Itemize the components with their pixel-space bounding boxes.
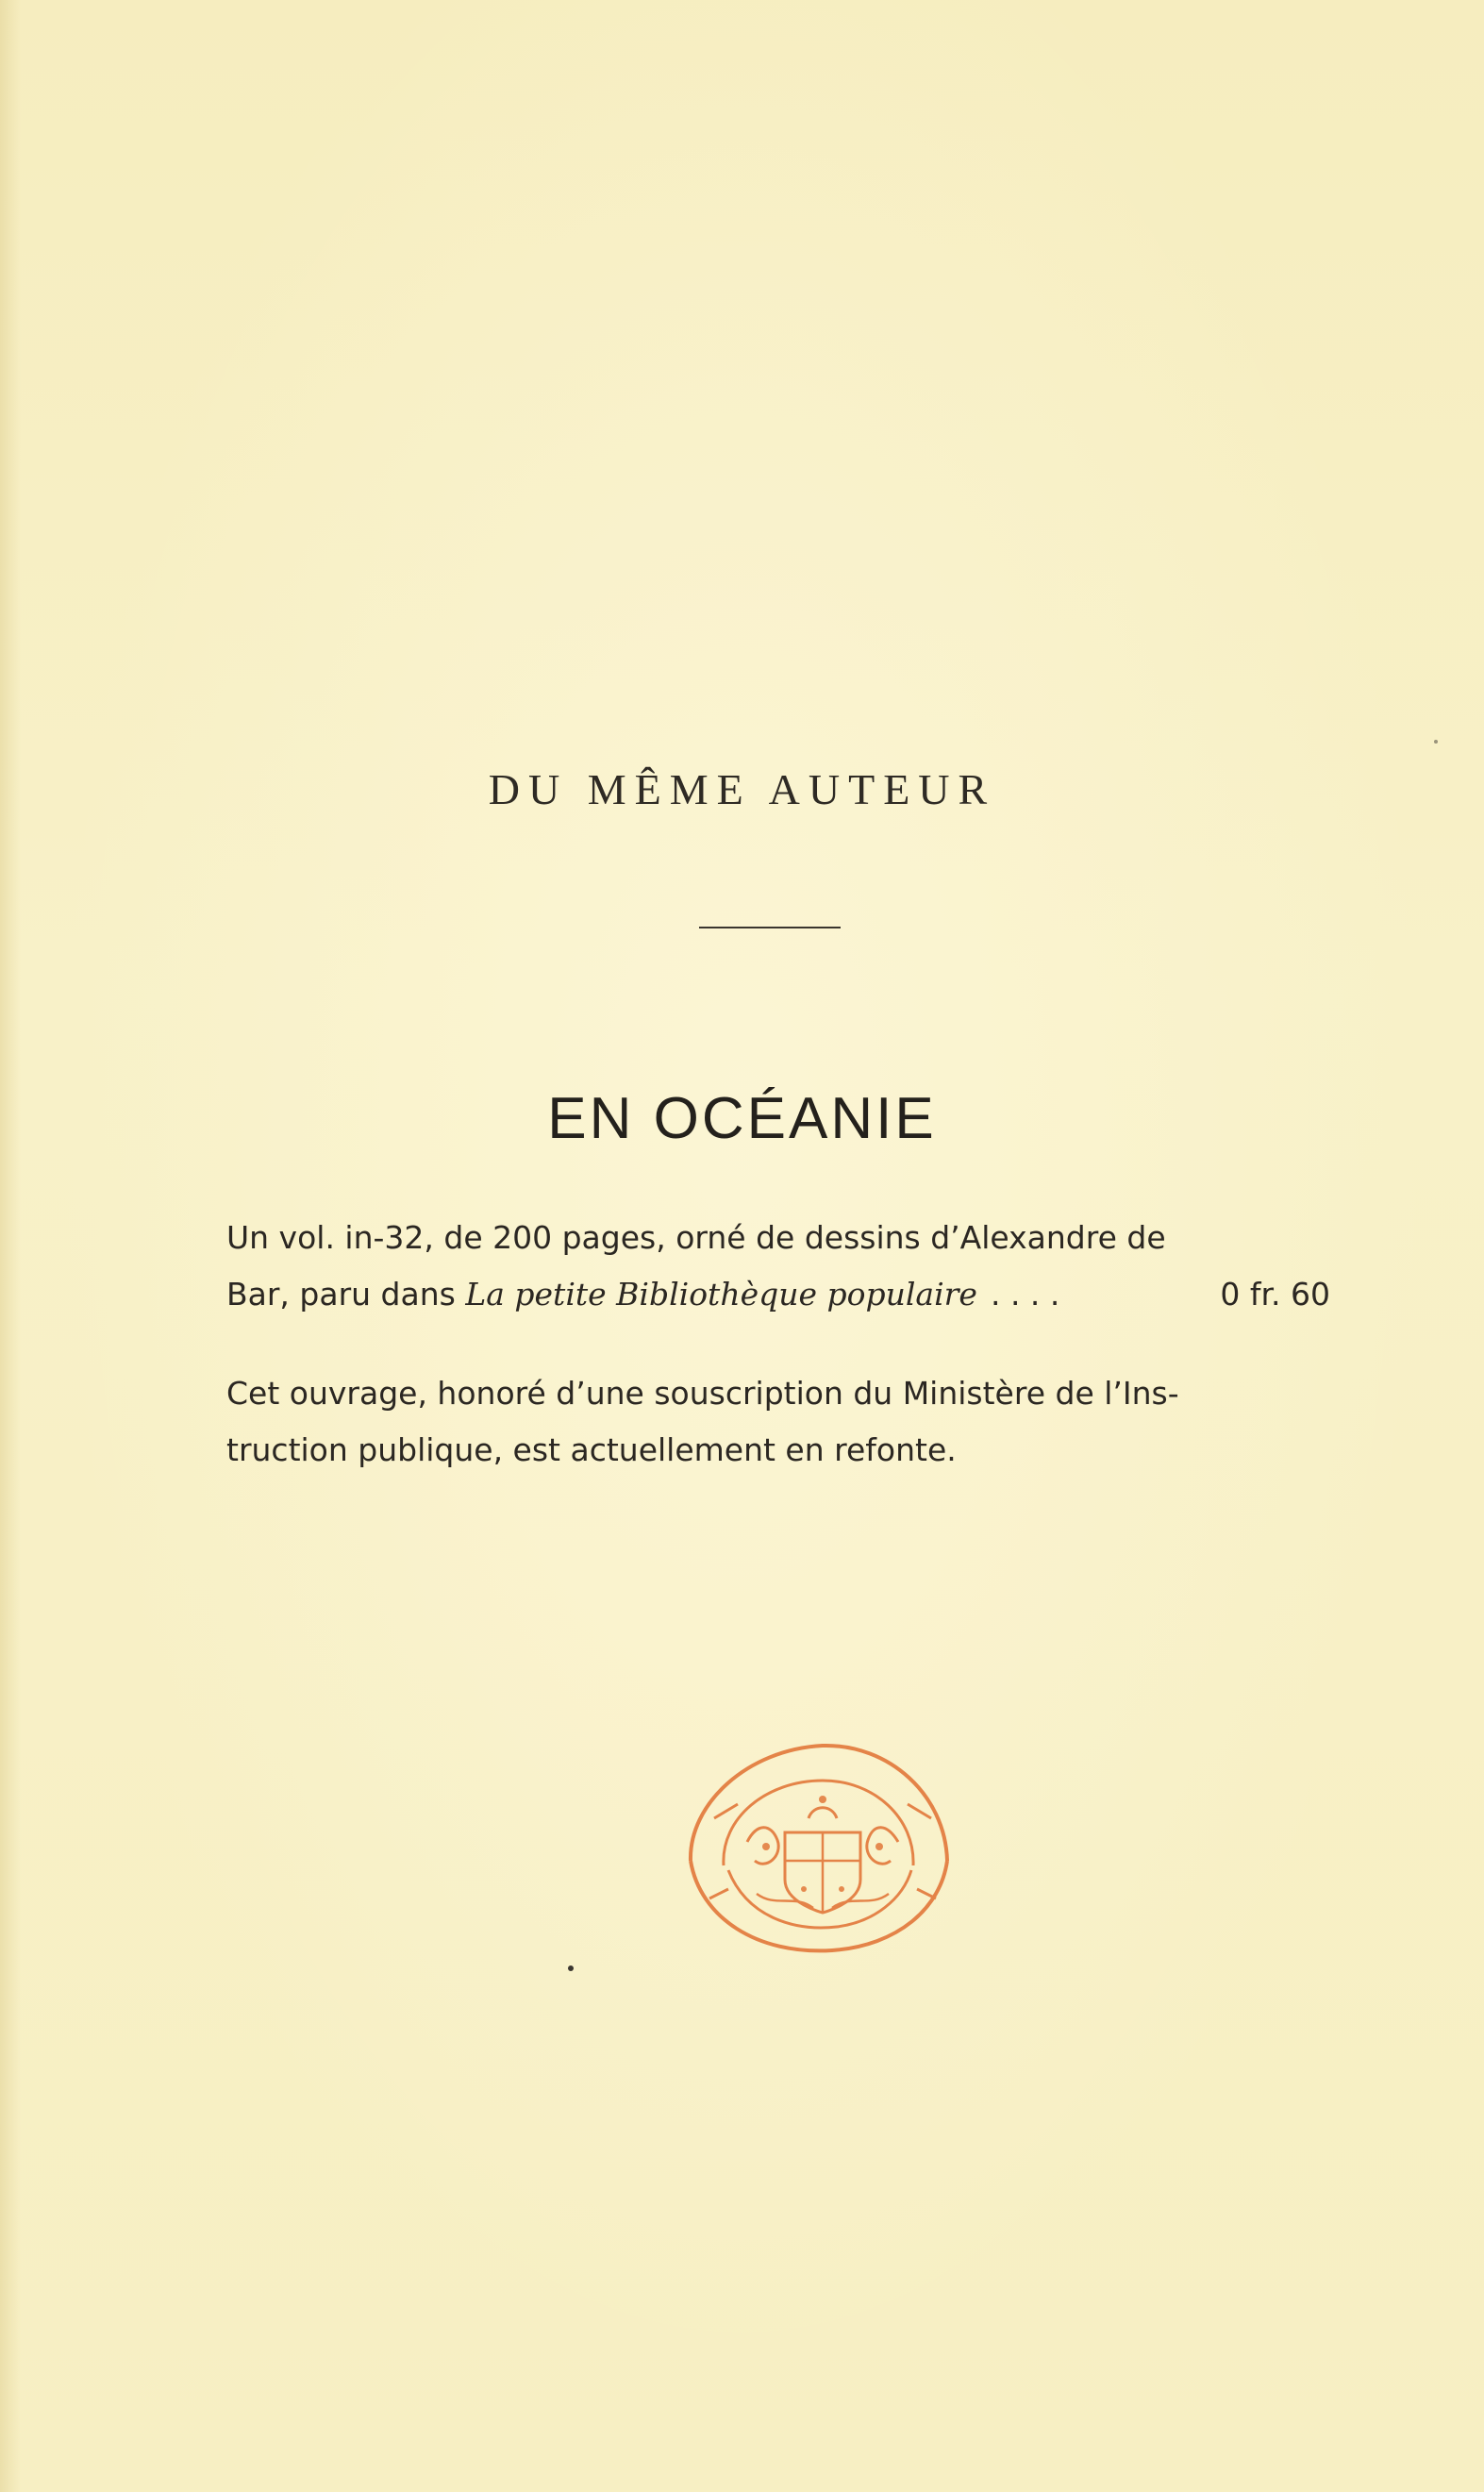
status-line-2-text: truction publique, est actuellement en refonte. [226, 1431, 957, 1468]
book-title: EN OCÉANIE [547, 1086, 937, 1151]
collection-title: La petite Bibliothèque populaire [465, 1276, 977, 1313]
ink-speck [568, 1965, 574, 1971]
leader-dots: . . . . [990, 1276, 1060, 1313]
status-line-1 [226, 1365, 1330, 1422]
ink-speck [1434, 740, 1438, 744]
description-line-1-text: Un vol. in-32, de 200 pages, orné de dessins d’Alexandre de [226, 1219, 1166, 1256]
status-line-2 [226, 1422, 1330, 1479]
library-stamp [672, 1729, 964, 1965]
section-heading: DU MÊME AUTEUR [488, 765, 996, 813]
status-paragraph [226, 1365, 1330, 1479]
description-prefix: Bar, paru dans [226, 1276, 466, 1313]
page-edge-shadow [0, 0, 21, 2492]
description-line-2 [226, 1266, 1330, 1323]
status-line-1-text: Cet ouvrage, honoré d’une souscription du Ministère de l’Ins- [226, 1375, 1179, 1412]
heading-divider [699, 927, 841, 928]
price: 0 fr. 60 [1220, 1276, 1330, 1313]
book-description-paragraph [226, 1210, 1330, 1323]
description-line-1 [226, 1210, 1330, 1266]
description-line-2-left [226, 1266, 1059, 1323]
